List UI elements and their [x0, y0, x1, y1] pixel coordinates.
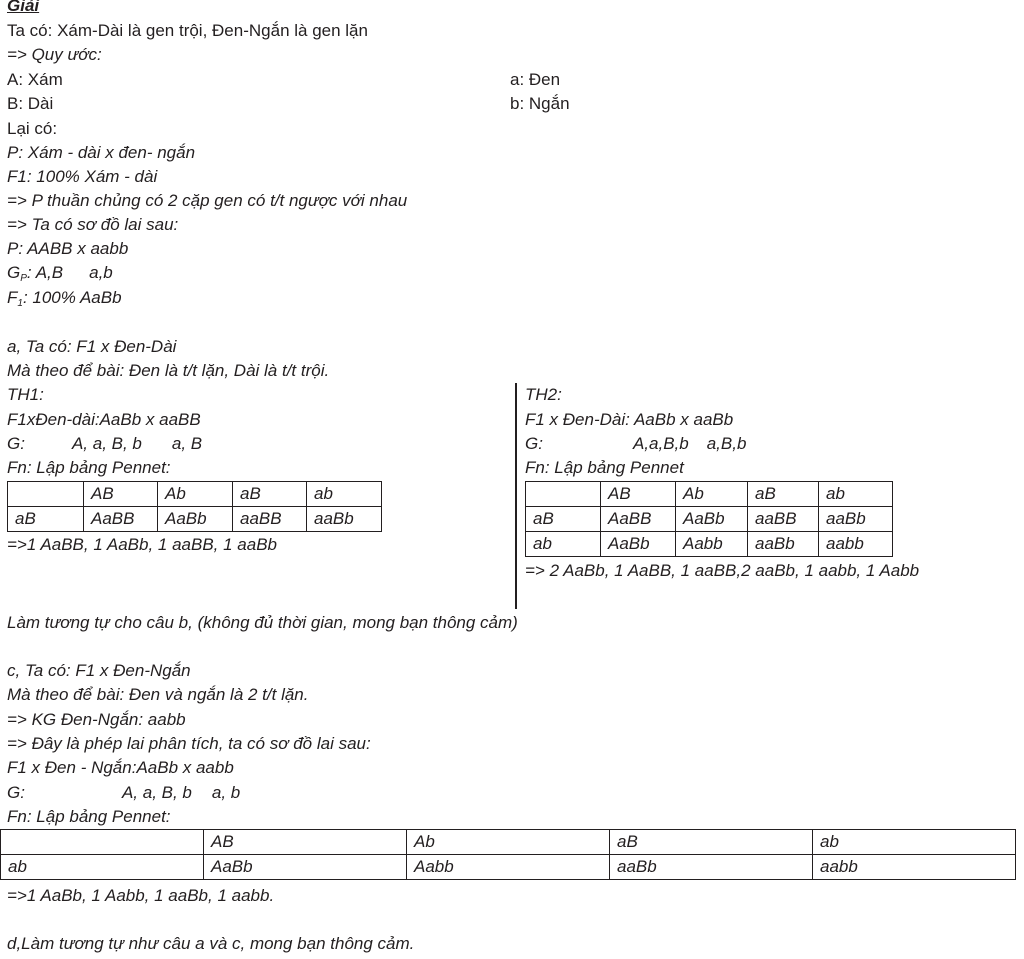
table-cell: aB: [8, 507, 84, 532]
table-cell: aB: [748, 482, 819, 507]
table-cell: aB: [233, 482, 307, 507]
allele-a: a: Đen: [510, 70, 561, 89]
table-cell: Ab: [407, 830, 610, 855]
table-cell: ab: [1, 855, 204, 880]
th1-gametes: G: A, a, B, b a, B: [7, 434, 203, 453]
table-cell: AB: [204, 830, 407, 855]
table-cell: Aabb: [407, 855, 610, 880]
table-row: [8, 507, 382, 532]
p-phenotype: P: Xám - dài x đen- ngắn: [7, 143, 196, 162]
table-header-row: [1, 830, 1016, 855]
table-cell: AaBb: [676, 507, 748, 532]
gp-line: $G_P$: A,B a,b: [7, 263, 113, 284]
table-cell: aabb: [819, 532, 893, 557]
table-cell: [526, 482, 601, 507]
part-c-line4: => Đây là phép lai phân tích, ta có sơ đồ lai sau:: [7, 734, 371, 753]
table-row: [1, 855, 1016, 880]
table-cell: AaBb: [158, 507, 233, 532]
part-c-cross: F1 x Đen - Ngắn:AaBb x aabb: [7, 758, 234, 777]
part-c-line1: c, Ta có: F1 x Đen-Ngắn: [7, 661, 191, 680]
table-header-row: [526, 482, 893, 507]
table-cell: AB: [84, 482, 158, 507]
th1-punnett-table: [7, 481, 382, 532]
table-cell: aaBb: [307, 507, 382, 532]
part-c-line3: => KG Đen-Ngắn: aabb: [7, 710, 186, 729]
part-d-line: d,Làm tương tự như câu a và c, mong bạn thông cảm.: [7, 934, 415, 953]
allele-B: B: Dài: [7, 94, 54, 113]
table-cell: ab: [307, 482, 382, 507]
th2-title: TH2:: [525, 385, 562, 404]
table-cell: aaBB: [748, 507, 819, 532]
th2-gametes: G: A,a,B,b a,B,b: [525, 434, 747, 453]
table-row: [526, 532, 893, 557]
table-cell: aaBb: [610, 855, 813, 880]
f1-genotype: $F_1$: 100% AaBb: [7, 288, 122, 309]
th1-cross: F1xĐen-dài:AaBb x aaBB: [7, 410, 201, 429]
table-cell: AaBb: [204, 855, 407, 880]
allele-A: A: Xám: [7, 70, 63, 89]
part-c-gametes: G: A, a, B, b a, b: [7, 783, 241, 802]
table-cell: ab: [526, 532, 601, 557]
th1-result: =>1 AaBB, 1 AaBb, 1 aaBB, 1 aaBb: [7, 535, 277, 554]
table-cell: Aabb: [676, 532, 748, 557]
table-cell: [8, 482, 84, 507]
table-cell: ab: [813, 830, 1016, 855]
part-a-line2: Mà theo để bài: Đen là t/t lặn, Dài là t/t trội.: [7, 361, 330, 380]
table-cell: aaBb: [819, 507, 893, 532]
part-c-fn: Fn: Lập bảng Pennet:: [7, 807, 171, 826]
table-row: [526, 507, 893, 532]
table-cell: Ab: [676, 482, 748, 507]
table-cell: aaBB: [233, 507, 307, 532]
th1-title: TH1:: [7, 385, 44, 404]
heading: Giải: [7, 0, 40, 15]
quy-uoc-line: => Quy ước:: [7, 45, 102, 64]
part-c-result: =>1 AaBb, 1 Aabb, 1 aaBb, 1 aabb.: [7, 886, 275, 905]
thuan-chung-line: => P thuần chủng có 2 cặp gen có t/t ngược với nhau: [7, 191, 408, 210]
table-cell: ab: [819, 482, 893, 507]
table-cell: AB: [601, 482, 676, 507]
table-cell: AaBB: [84, 507, 158, 532]
allele-b: b: Ngắn: [510, 94, 570, 113]
th2-punnett-table: [525, 481, 893, 557]
th2-result: => 2 AaBb, 1 AaBB, 1 aaBB,2 aaBb, 1 aabb, 1 Aabb: [525, 561, 920, 580]
part-c-punnett-table: [0, 829, 1016, 880]
f1-phenotype: F1: 100% Xám - dài: [7, 167, 158, 186]
table-cell: [1, 830, 204, 855]
column-divider: [515, 383, 517, 609]
table-cell: aabb: [813, 855, 1016, 880]
table-cell: AaBb: [601, 532, 676, 557]
table-cell: AaBB: [601, 507, 676, 532]
part-a-line1: a, Ta có: F1 x Đen-Dài: [7, 337, 177, 356]
table-cell: aB: [526, 507, 601, 532]
th2-fn: Fn: Lập bảng Pennet: [525, 458, 684, 477]
table-cell: Ab: [158, 482, 233, 507]
table-header-row: [8, 482, 382, 507]
lai-co-line: Lại có:: [7, 119, 58, 138]
table-cell: aaBb: [748, 532, 819, 557]
th2-cross: F1 x Đen-Dài: AaBb x aaBb: [525, 410, 734, 429]
intro-line: Ta có: Xám-Dài là gen trội, Đen-Ngắn là gen lặn: [7, 21, 368, 40]
part-c-line2: Mà theo để bài: Đen và ngắn là 2 t/t lặn.: [7, 685, 309, 704]
th1-fn: Fn: Lập bảng Pennet:: [7, 458, 171, 477]
p-cross: P: AABB x aabb: [7, 239, 129, 258]
table-cell: aB: [610, 830, 813, 855]
so-do-line: => Ta có sơ đồ lai sau:: [7, 215, 179, 234]
part-b-line: Làm tương tự cho câu b, (không đủ thời gian, mong bạn thông cảm): [7, 613, 518, 632]
